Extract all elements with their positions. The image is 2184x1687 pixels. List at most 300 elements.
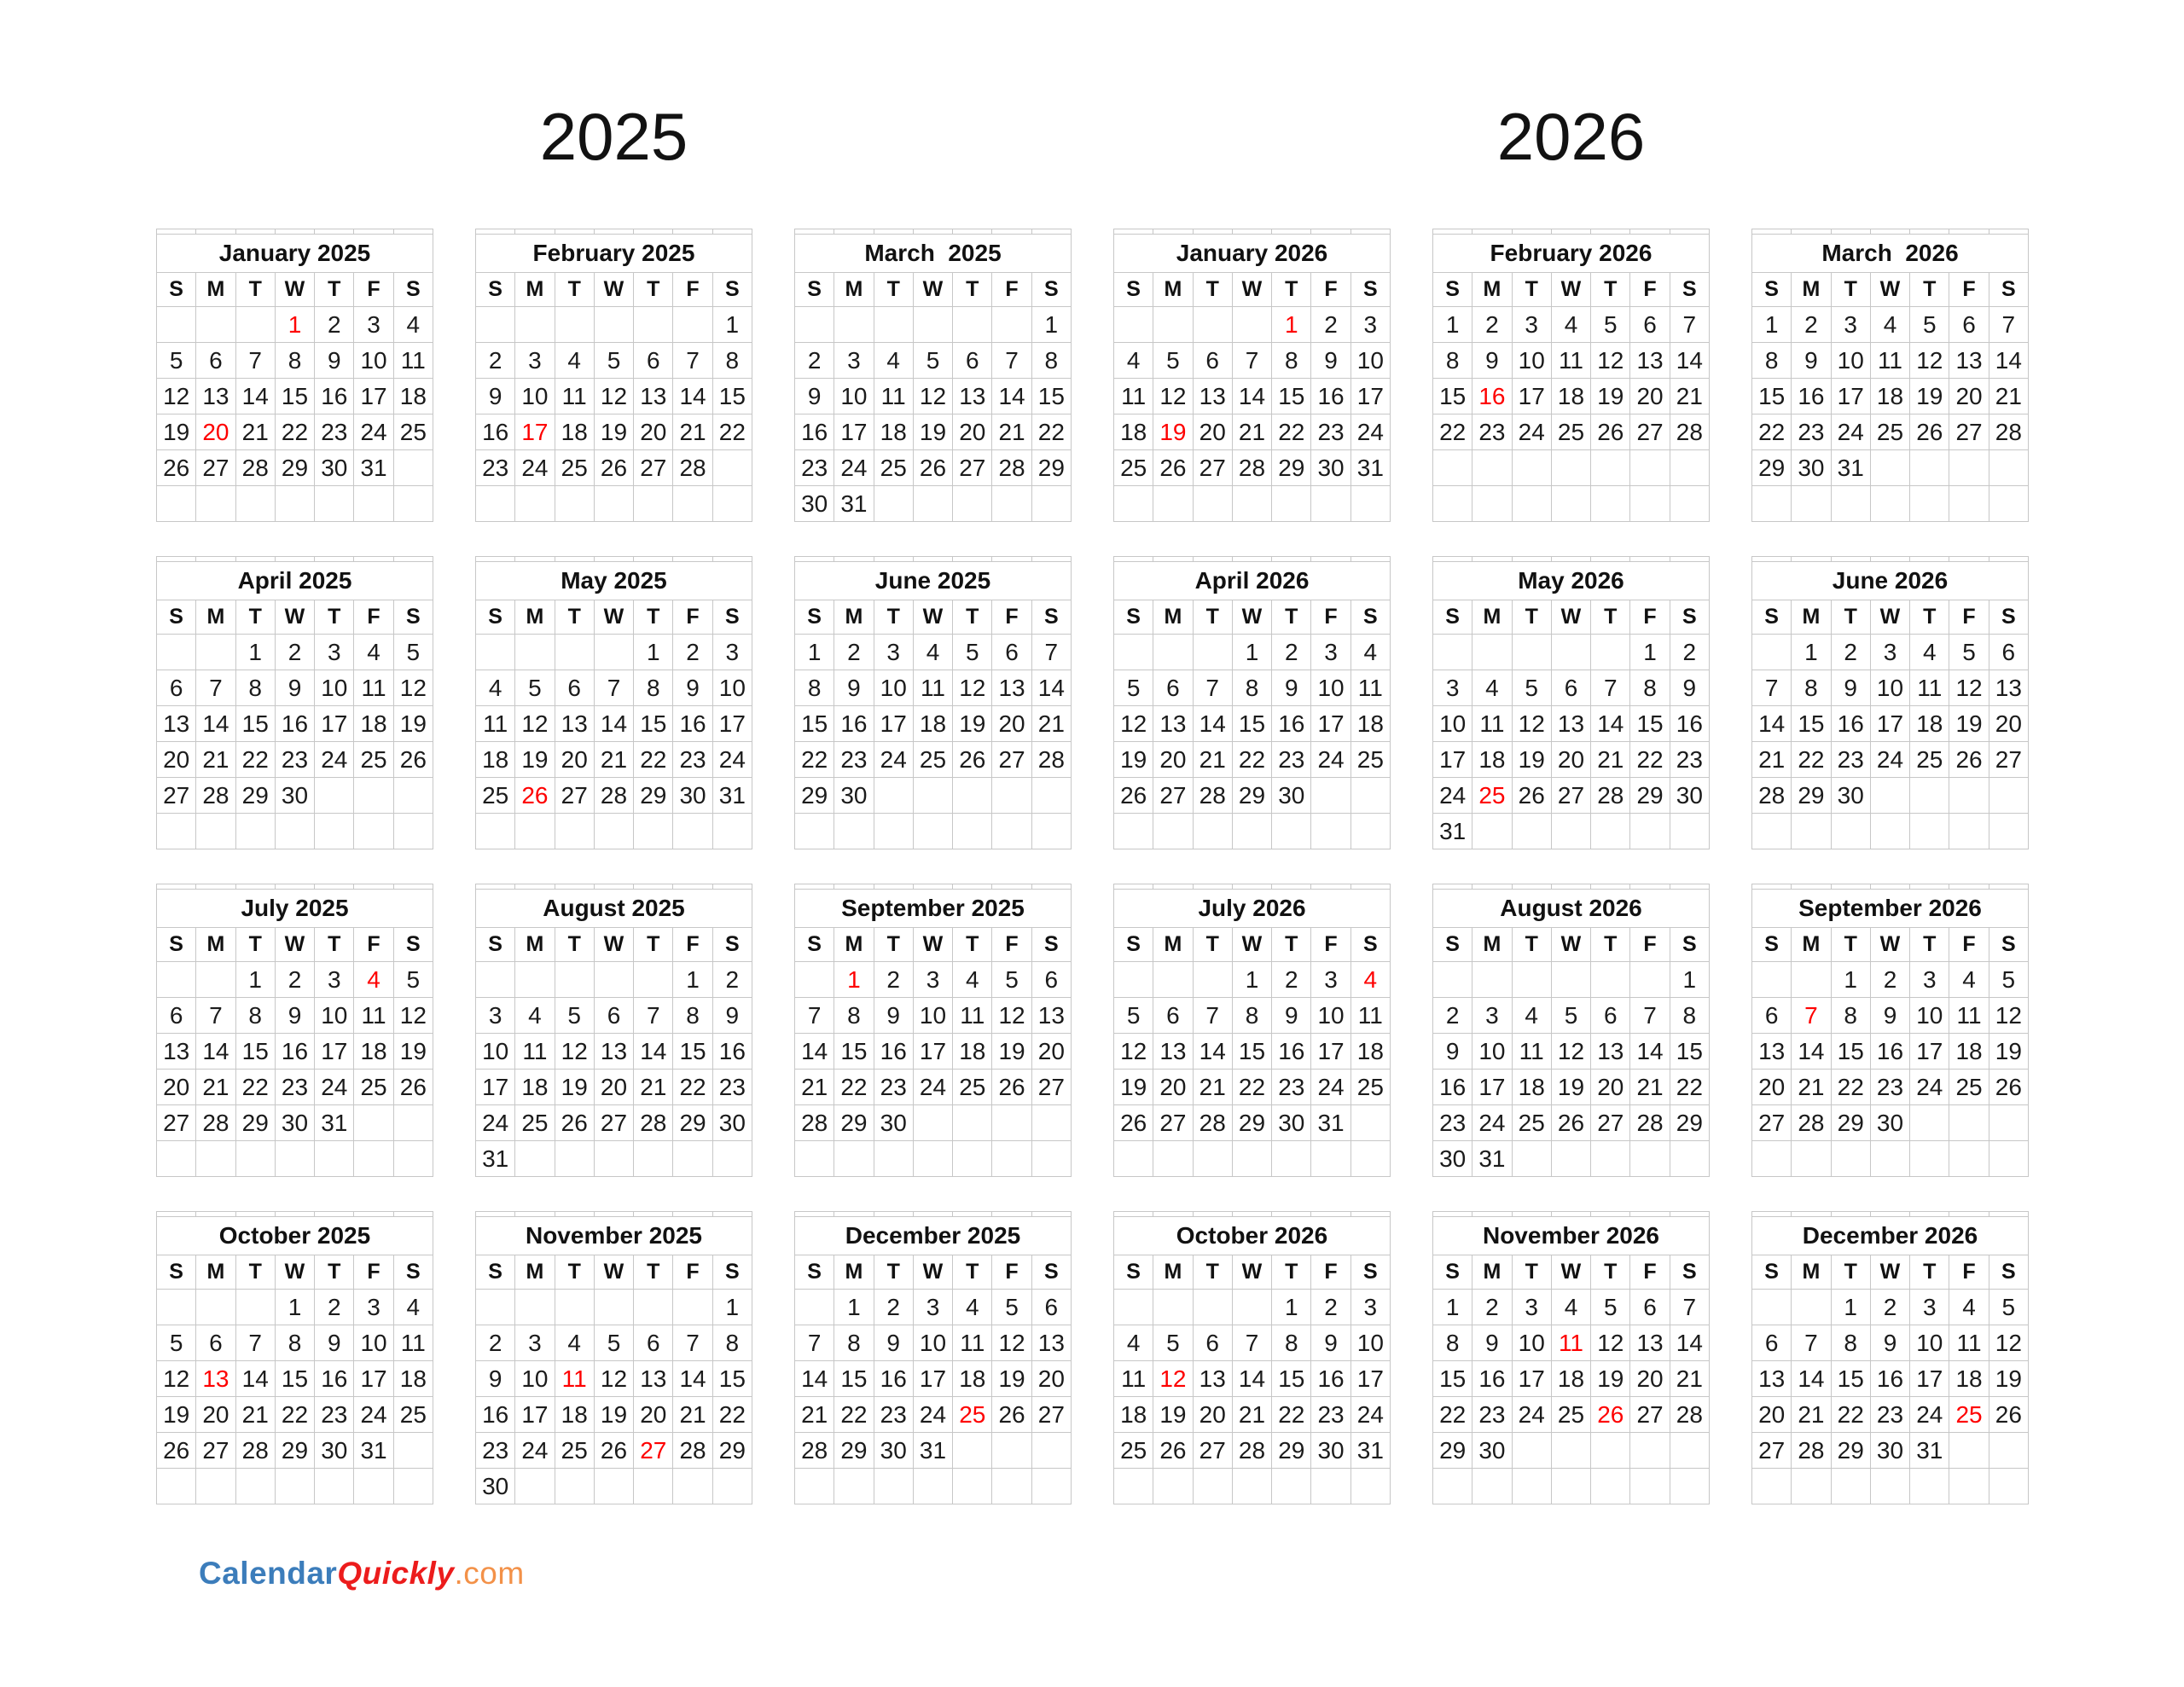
day-cell: 3 [354, 307, 393, 343]
weekday-header-cell: W [1232, 928, 1271, 962]
day-cell: 19 [1591, 1361, 1630, 1397]
day-cell: 2 [1311, 1290, 1350, 1325]
empty-day-cell [1472, 814, 1512, 849]
week-row [157, 415, 433, 450]
day-cell: 29 [1670, 1105, 1709, 1141]
month-calendar [1751, 884, 2029, 1177]
day-cell: 1 [1831, 1290, 1870, 1325]
week-row [476, 670, 752, 706]
day-cell: 25 [393, 1397, 433, 1433]
day-cell: 23 [315, 415, 354, 450]
day-cell: 25 [354, 742, 393, 778]
day-cell: 29 [1232, 1105, 1271, 1141]
weekday-header-cell: S [1433, 273, 1472, 307]
empty-day-cell [1591, 635, 1630, 670]
weekday-header-cell: T [1910, 273, 1949, 307]
week-row [1433, 1141, 1710, 1177]
day-cell: 2 [476, 1325, 515, 1361]
empty-day-cell [1551, 486, 1590, 522]
day-cell: 8 [1031, 343, 1071, 379]
month-title-row [476, 235, 752, 273]
day-cell: 26 [953, 742, 992, 778]
weekday-header-cell: M [1792, 928, 1831, 962]
empty-day-cell [393, 486, 433, 522]
week-row [1114, 814, 1391, 849]
week-row [1433, 307, 1710, 343]
day-cell: 24 [1512, 415, 1551, 450]
day-cell: 17 [1433, 742, 1472, 778]
day-cell: 13 [1591, 1034, 1630, 1070]
day-cell: 20 [157, 1070, 196, 1105]
day-cell: 30 [712, 1105, 752, 1141]
day-cell: 17 [1350, 379, 1390, 415]
weekday-header-cell: W [1870, 273, 1909, 307]
week-row [795, 635, 1072, 670]
day-cell: 26 [1591, 1397, 1630, 1433]
week-row [1433, 1433, 1710, 1469]
day-cell: 20 [1630, 1361, 1670, 1397]
day-cell: 25 [555, 1433, 594, 1469]
week-row [1752, 1361, 2029, 1397]
empty-day-cell [913, 814, 952, 849]
day-cell: 8 [1272, 1325, 1311, 1361]
weekday-header-row [1433, 600, 1710, 635]
day-cell: 2 [315, 307, 354, 343]
day-cell: 3 [913, 1290, 952, 1325]
day-cell: 19 [1512, 742, 1551, 778]
weekday-header-row [1114, 928, 1391, 962]
site-logo[interactable] [199, 1556, 525, 1591]
day-cell: 29 [1752, 450, 1792, 486]
day-cell: 1 [673, 962, 712, 998]
day-cell: 7 [196, 670, 235, 706]
day-cell: 14 [1792, 1034, 1831, 1070]
day-cell: 15 [1792, 706, 1831, 742]
day-cell: 19 [1114, 1070, 1153, 1105]
day-cell: 30 [1311, 1433, 1350, 1469]
month-title: February 2026 [1433, 235, 1710, 273]
empty-day-cell [634, 307, 673, 343]
day-cell: 29 [1272, 1433, 1311, 1469]
empty-day-cell [1512, 635, 1551, 670]
empty-day-cell [1551, 1433, 1590, 1469]
day-cell: 6 [1031, 1290, 1071, 1325]
week-row [1752, 307, 2029, 343]
empty-day-cell [196, 962, 235, 998]
weekday-header-row [1433, 928, 1710, 962]
day-cell: 10 [1831, 343, 1870, 379]
day-cell: 5 [594, 1325, 633, 1361]
day-cell: 24 [515, 450, 555, 486]
day-cell: 23 [1472, 1397, 1512, 1433]
day-cell: 10 [1910, 998, 1949, 1034]
day-cell: 3 [1350, 1290, 1390, 1325]
empty-day-cell [515, 1290, 555, 1325]
day-cell: 8 [235, 998, 275, 1034]
day-cell: 21 [235, 415, 275, 450]
day-cell: 6 [634, 1325, 673, 1361]
day-cell: 14 [1630, 1034, 1670, 1070]
day-cell: 10 [1350, 343, 1390, 379]
day-cell: 4 [1350, 635, 1390, 670]
weekday-header-cell: T [1512, 1255, 1551, 1290]
weekday-header-cell: T [555, 1255, 594, 1290]
empty-day-cell [235, 814, 275, 849]
month-title-row [157, 890, 433, 928]
weekday-header-cell: T [953, 1255, 992, 1290]
empty-day-cell [315, 1469, 354, 1504]
empty-day-cell [1792, 1141, 1831, 1177]
week-row [795, 742, 1072, 778]
empty-day-cell [555, 486, 594, 522]
day-cell: 22 [1630, 742, 1670, 778]
day-cell: 26 [393, 1070, 433, 1105]
day-cell: 5 [594, 343, 633, 379]
weekday-header-cell: M [196, 928, 235, 962]
empty-day-cell [1630, 1469, 1670, 1504]
day-cell: 25 [1949, 1070, 1989, 1105]
day-cell: 24 [315, 742, 354, 778]
month-title-row [476, 1217, 752, 1255]
day-cell: 12 [1153, 379, 1193, 415]
month-title-row [1433, 890, 1710, 928]
day-cell: 20 [634, 1397, 673, 1433]
empty-day-cell [1114, 1469, 1153, 1504]
day-cell: 6 [1752, 998, 1792, 1034]
month-title-row [476, 890, 752, 928]
day-cell: 20 [157, 742, 196, 778]
weekday-header-cell: M [834, 273, 874, 307]
empty-day-cell [354, 1105, 393, 1141]
day-cell: 13 [992, 670, 1031, 706]
empty-day-cell [1870, 450, 1909, 486]
day-cell: 27 [1630, 415, 1670, 450]
day-cell: 22 [1792, 742, 1831, 778]
day-cell: 20 [1153, 742, 1193, 778]
week-row [476, 307, 752, 343]
day-cell: 15 [834, 1361, 874, 1397]
empty-day-cell [1311, 1469, 1350, 1504]
empty-day-cell [1792, 486, 1831, 522]
empty-day-cell [594, 1290, 633, 1325]
empty-day-cell [1512, 1141, 1551, 1177]
day-cell: 24 [874, 742, 913, 778]
day-cell: 16 [315, 1361, 354, 1397]
weekday-header-cell: T [634, 273, 673, 307]
day-cell: 8 [834, 998, 874, 1034]
day-cell: 9 [1670, 670, 1709, 706]
day-cell: 19 [1591, 379, 1630, 415]
day-cell: 6 [555, 670, 594, 706]
day-cell: 20 [1031, 1034, 1071, 1070]
empty-day-cell [196, 1290, 235, 1325]
month-calendar [1113, 884, 1391, 1177]
empty-day-cell [673, 307, 712, 343]
week-row [795, 307, 1072, 343]
month-calendar [475, 884, 752, 1177]
day-cell: 9 [1472, 343, 1512, 379]
day-cell: 24 [1910, 1070, 1949, 1105]
weekday-header-cell: M [1153, 600, 1193, 635]
day-cell: 11 [1551, 343, 1590, 379]
day-cell: 1 [712, 307, 752, 343]
day-cell: 23 [1311, 1397, 1350, 1433]
day-cell: 1 [795, 635, 834, 670]
day-cell: 16 [1792, 379, 1831, 415]
empty-day-cell [1630, 814, 1670, 849]
day-cell: 9 [1311, 1325, 1350, 1361]
day-cell: 16 [275, 706, 314, 742]
weekday-header-cell: T [235, 600, 275, 635]
day-cell: 7 [795, 1325, 834, 1361]
day-cell: 14 [1989, 343, 2028, 379]
day-cell: 19 [555, 1070, 594, 1105]
empty-day-cell [476, 486, 515, 522]
week-row [1114, 1397, 1391, 1433]
month-title: April 2025 [157, 562, 433, 600]
empty-day-cell [992, 1433, 1031, 1469]
week-row [795, 1397, 1072, 1433]
day-cell: 4 [393, 307, 433, 343]
empty-day-cell [1910, 814, 1949, 849]
day-cell: 2 [1670, 635, 1709, 670]
empty-day-cell [1193, 814, 1232, 849]
week-row [795, 962, 1072, 998]
day-cell: 4 [354, 962, 393, 998]
day-cell: 2 [315, 1290, 354, 1325]
month-title: November 2026 [1433, 1217, 1710, 1255]
weekday-header-cell: S [1433, 600, 1472, 635]
month-title-row [1752, 890, 2029, 928]
day-cell: 28 [1232, 1433, 1271, 1469]
weekday-header-cell: F [1949, 928, 1989, 962]
empty-day-cell [157, 962, 196, 998]
day-cell: 14 [673, 1361, 712, 1397]
empty-day-cell [834, 1141, 874, 1177]
week-row [157, 486, 433, 522]
weekday-header-cell: T [1910, 928, 1949, 962]
day-cell: 11 [913, 670, 952, 706]
day-cell: 17 [515, 415, 555, 450]
day-cell: 22 [235, 742, 275, 778]
week-row [795, 1105, 1072, 1141]
day-cell: 28 [1193, 778, 1232, 814]
day-cell: 17 [1512, 1361, 1551, 1397]
day-cell: 25 [1949, 1397, 1989, 1433]
day-cell: 31 [354, 450, 393, 486]
empty-day-cell [515, 962, 555, 998]
day-cell: 13 [1031, 998, 1071, 1034]
weekday-header-cell: T [1831, 1255, 1870, 1290]
day-cell: 20 [196, 1397, 235, 1433]
empty-day-cell [1752, 486, 1792, 522]
day-cell: 7 [1792, 1325, 1831, 1361]
day-cell: 18 [1350, 1034, 1390, 1070]
day-cell: 5 [1512, 670, 1551, 706]
day-cell: 31 [1311, 1105, 1350, 1141]
day-cell: 12 [913, 379, 952, 415]
week-row [157, 742, 433, 778]
day-cell: 15 [1272, 379, 1311, 415]
empty-day-cell [1472, 635, 1512, 670]
week-row [1433, 1070, 1710, 1105]
day-cell: 15 [235, 1034, 275, 1070]
day-cell: 11 [953, 1325, 992, 1361]
day-cell: 6 [594, 998, 633, 1034]
week-row [157, 379, 433, 415]
weekday-header-cell: F [992, 1255, 1031, 1290]
day-cell: 12 [157, 379, 196, 415]
empty-day-cell [1232, 1141, 1271, 1177]
day-cell: 12 [992, 998, 1031, 1034]
day-cell: 30 [1433, 1141, 1472, 1177]
empty-day-cell [834, 307, 874, 343]
day-cell: 4 [1114, 1325, 1153, 1361]
day-cell: 29 [834, 1433, 874, 1469]
empty-day-cell [1232, 1469, 1271, 1504]
day-cell: 10 [1311, 998, 1350, 1034]
day-cell: 13 [634, 379, 673, 415]
day-cell: 4 [1551, 1290, 1590, 1325]
day-cell: 18 [1949, 1034, 1989, 1070]
day-cell: 11 [1870, 343, 1909, 379]
empty-day-cell [1949, 1105, 1989, 1141]
day-cell: 26 [1512, 778, 1551, 814]
day-cell: 11 [555, 379, 594, 415]
day-cell: 2 [275, 635, 314, 670]
day-cell: 16 [1311, 1361, 1350, 1397]
day-cell: 31 [354, 1433, 393, 1469]
day-cell: 6 [1591, 998, 1630, 1034]
month-calendar [794, 884, 1072, 1177]
week-row [476, 814, 752, 849]
month-title: September 2026 [1752, 890, 2029, 928]
day-cell: 9 [1792, 343, 1831, 379]
day-cell: 6 [1630, 307, 1670, 343]
empty-day-cell [1311, 778, 1350, 814]
day-cell: 4 [1350, 962, 1390, 998]
day-cell: 13 [157, 706, 196, 742]
weekday-header-cell: M [196, 600, 235, 635]
month-title: March 2026 [1752, 235, 2029, 273]
day-cell: 13 [953, 379, 992, 415]
day-cell: 3 [476, 998, 515, 1034]
empty-day-cell [712, 1141, 752, 1177]
empty-day-cell [354, 1141, 393, 1177]
day-cell: 21 [1752, 742, 1792, 778]
empty-day-cell [913, 307, 952, 343]
empty-day-cell [712, 450, 752, 486]
weekday-header-cell: S [393, 928, 433, 962]
week-row [1433, 706, 1710, 742]
week-row [795, 998, 1072, 1034]
weekday-header-cell: T [1512, 928, 1551, 962]
week-row [795, 670, 1072, 706]
week-row [1752, 1290, 2029, 1325]
week-row [1752, 415, 2029, 450]
day-cell: 4 [1949, 1290, 1989, 1325]
day-cell: 11 [555, 1361, 594, 1397]
day-cell: 7 [1670, 1290, 1709, 1325]
day-cell: 20 [196, 415, 235, 450]
weekday-header-cell: T [235, 928, 275, 962]
empty-day-cell [555, 962, 594, 998]
weekday-header-cell: S [1752, 928, 1792, 962]
empty-day-cell [1350, 814, 1390, 849]
empty-day-cell [913, 1141, 952, 1177]
day-cell: 19 [1153, 415, 1193, 450]
day-cell: 14 [795, 1034, 834, 1070]
day-cell: 12 [393, 998, 433, 1034]
day-cell: 16 [874, 1034, 913, 1070]
week-row [1752, 1325, 2029, 1361]
month-title-row [1433, 562, 1710, 600]
empty-day-cell [1591, 814, 1630, 849]
day-cell: 6 [953, 343, 992, 379]
empty-day-cell [196, 814, 235, 849]
day-cell: 14 [673, 379, 712, 415]
day-cell: 17 [834, 415, 874, 450]
empty-day-cell [1910, 486, 1949, 522]
weekday-header-cell: M [834, 1255, 874, 1290]
day-cell: 13 [1989, 670, 2028, 706]
day-cell: 16 [795, 415, 834, 450]
week-row [476, 706, 752, 742]
weekday-header-cell: M [1472, 600, 1512, 635]
day-cell: 1 [1670, 962, 1709, 998]
day-cell: 21 [1670, 379, 1709, 415]
day-cell: 30 [874, 1105, 913, 1141]
weekday-header-cell: M [515, 1255, 555, 1290]
weekday-header-cell: T [1193, 1255, 1232, 1290]
day-cell: 21 [1989, 379, 2028, 415]
weekday-header-cell: M [1153, 273, 1193, 307]
day-cell: 5 [393, 635, 433, 670]
day-cell: 26 [1989, 1070, 2028, 1105]
day-cell: 24 [515, 1433, 555, 1469]
day-cell: 23 [1831, 742, 1870, 778]
day-cell: 29 [1031, 450, 1071, 486]
day-cell: 30 [275, 778, 314, 814]
logo-text-calendar: Calendar [199, 1556, 338, 1591]
weekday-header-cell: F [673, 928, 712, 962]
week-row [1752, 1433, 2029, 1469]
weekday-header-cell: T [1910, 600, 1949, 635]
empty-day-cell [1551, 450, 1590, 486]
day-cell: 2 [1272, 962, 1311, 998]
day-cell: 21 [1193, 1070, 1232, 1105]
weekday-header-row [795, 928, 1072, 962]
day-cell: 16 [1870, 1361, 1909, 1397]
weekday-header-cell: S [476, 273, 515, 307]
day-cell: 20 [1752, 1070, 1792, 1105]
empty-day-cell [555, 307, 594, 343]
day-cell: 16 [874, 1361, 913, 1397]
empty-day-cell [1949, 1469, 1989, 1504]
day-cell: 13 [1153, 706, 1193, 742]
month-title-row [1114, 235, 1391, 273]
week-row [476, 1105, 752, 1141]
day-cell: 23 [476, 450, 515, 486]
empty-day-cell [1153, 1469, 1193, 1504]
day-cell: 26 [594, 450, 633, 486]
empty-day-cell [634, 486, 673, 522]
day-cell: 25 [1551, 415, 1590, 450]
day-cell: 21 [673, 1397, 712, 1433]
weekday-header-cell: M [196, 273, 235, 307]
day-cell: 5 [1989, 962, 2028, 998]
day-cell: 16 [673, 706, 712, 742]
